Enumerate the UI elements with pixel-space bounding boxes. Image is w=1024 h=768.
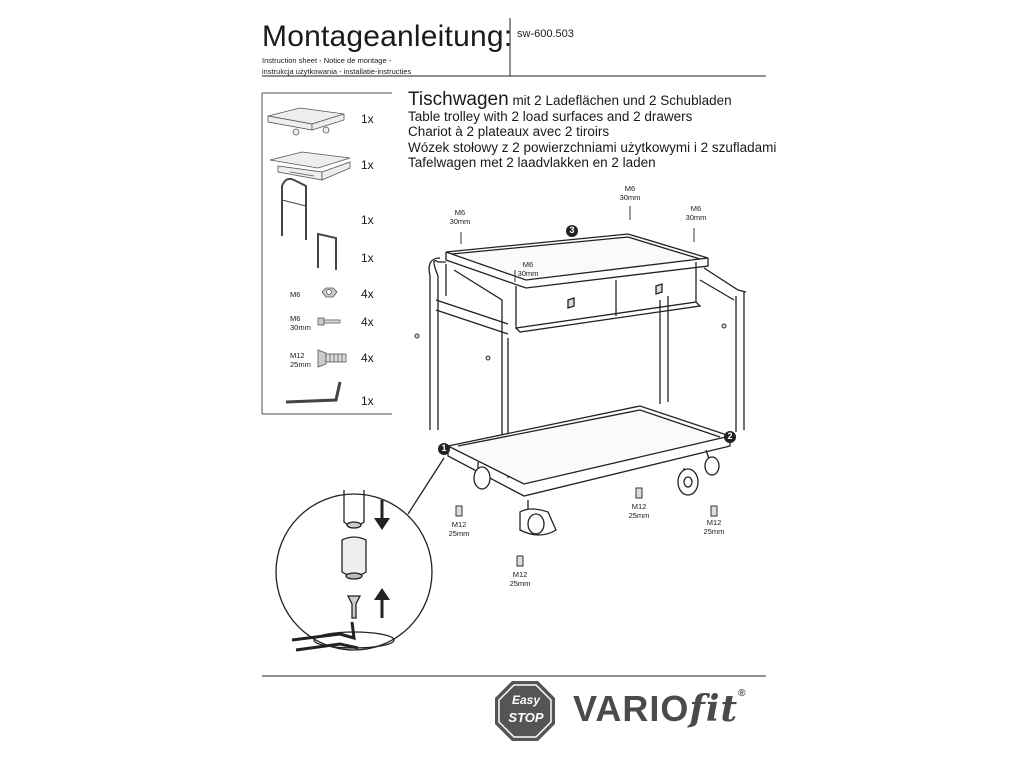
trolley-drawing xyxy=(429,234,746,535)
screw-m12-part xyxy=(318,350,346,367)
caster-front-right xyxy=(678,468,698,495)
nut-m6-part xyxy=(322,288,337,297)
part-qty-screw-m6: 4x xyxy=(361,315,374,329)
arrow-up-head xyxy=(374,588,390,600)
screw-m6-part xyxy=(318,318,340,325)
variofit-logo xyxy=(573,688,747,730)
product-name-en: Table trolley with 2 load surfaces and 2 drawers xyxy=(408,108,693,124)
subtitle-line-1: Instruction sheet - Notice de montage - xyxy=(262,56,392,65)
part-qty-drawer-shelf: 1x xyxy=(361,158,374,172)
screw-side-2 xyxy=(486,356,490,360)
step-marker-1-label: 1 xyxy=(441,443,447,453)
part-qty-handle: 1x xyxy=(361,213,374,227)
article-number: sw-600.503 xyxy=(517,28,574,40)
part-label-screw-m12: M12 25mm xyxy=(290,351,311,369)
dim-label-top-center: M6 30mm xyxy=(619,184,641,202)
detail-leader xyxy=(408,458,444,514)
page-title: Montageanleitung: xyxy=(262,20,513,53)
dim-label-top-mid: M6 30mm xyxy=(517,260,539,278)
push-handle-part xyxy=(282,179,306,240)
dim-label-m12-d: M12 25mm xyxy=(703,518,725,536)
part-qty-upright: 1x xyxy=(361,251,374,265)
caster-rear-right xyxy=(705,450,719,475)
part-label-nut: M6 xyxy=(290,290,301,299)
dim-label-m12-c: M12 25mm xyxy=(628,502,650,520)
upright-part xyxy=(318,234,336,270)
product-name-fr: Chariot à 2 plateaux avec 2 tiroirs xyxy=(408,124,610,139)
part-qty-top-shelf: 1x xyxy=(361,112,374,126)
screw-m12-a xyxy=(456,506,462,516)
easy-stop-label xyxy=(496,683,556,743)
top-shelf-part xyxy=(268,108,344,135)
dim-label-m12-b: M12 25mm xyxy=(509,570,531,588)
easy-stop-bottom: STOP xyxy=(508,710,544,725)
direction-arrows xyxy=(374,500,390,618)
step-marker-2-label: 2 xyxy=(727,431,733,441)
product-name-pl: Wózek stołowy z 2 powierzchniami użytkowymi i 2 szufladami xyxy=(408,139,777,155)
part-qty-nut: 4x xyxy=(361,287,374,301)
arrow-down-head xyxy=(374,518,390,530)
dim-label-top-left: M6 30mm xyxy=(449,208,471,226)
product-name-nl: Tafelwagen met 2 laadvlakken en 2 laden xyxy=(408,155,656,170)
screw-m12-b xyxy=(517,556,523,566)
screw-side-1 xyxy=(415,334,419,338)
part-label-screw-m6: M6 30mm xyxy=(290,314,311,332)
allen-key-part xyxy=(286,382,340,402)
screw-m12-c xyxy=(636,488,642,498)
registered-mark: ® xyxy=(738,688,747,699)
drawer-shelf-part xyxy=(270,152,350,180)
brand-right: fit xyxy=(689,688,739,730)
subtitle-line-2: instrukcja użytkowania - installatie-instructies xyxy=(262,67,412,76)
part-qty-allen-key: 1x xyxy=(361,394,374,408)
dim-label-top-right: M6 30mm xyxy=(685,204,707,222)
screw-m12-d xyxy=(711,506,717,516)
part-qty-screw-m12: 4x xyxy=(361,351,374,365)
easy-stop-top: Easy xyxy=(511,693,541,707)
step-marker-3-label: 3 xyxy=(569,225,575,235)
dim-label-m12-a: M12 25mm xyxy=(448,520,470,538)
caster-front-left xyxy=(520,500,556,535)
product-name-de: Tischwagen mit 2 Ladeflächen und 2 Schubladen xyxy=(408,89,732,110)
detail-callout xyxy=(276,458,444,650)
brand-left: VARIO xyxy=(573,688,690,729)
screw-side-3 xyxy=(722,324,726,328)
